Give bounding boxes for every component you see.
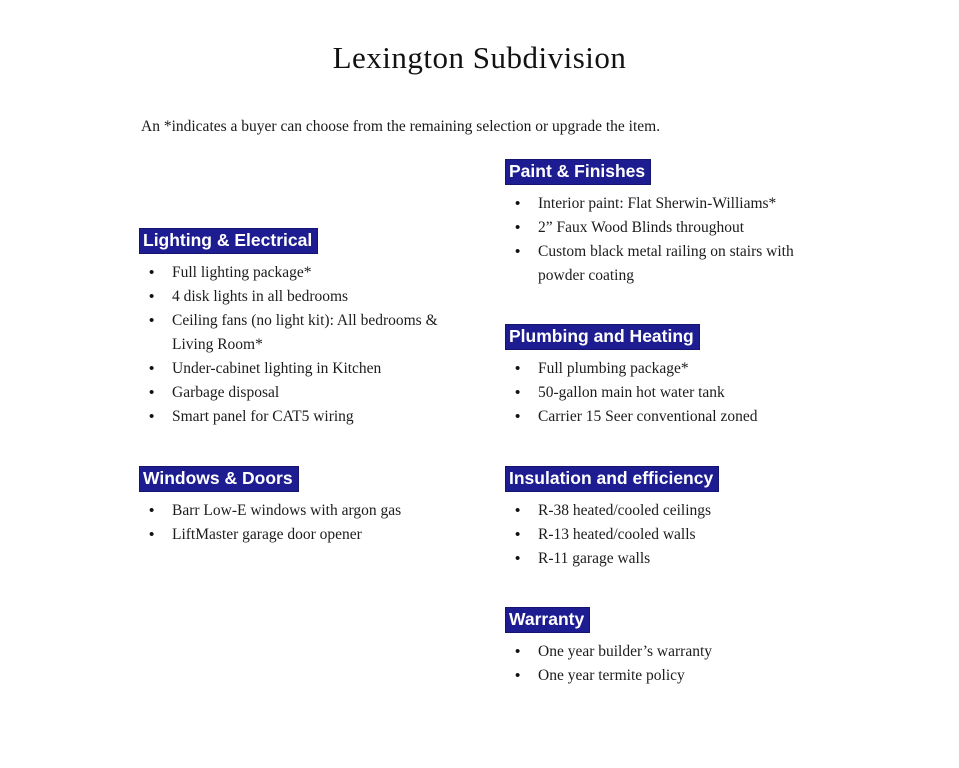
section-header-insulation-efficiency: Insulation and efficiency — [505, 466, 719, 492]
section-plumbing-heating — [505, 324, 827, 429]
section-insulation-efficiency — [505, 466, 827, 571]
bullet-item: • Barr Low-E windows with argon gas — [139, 499, 449, 523]
bullet-list-windows-doors — [139, 499, 449, 547]
bullet-item: • One year builder’s warranty — [505, 640, 827, 664]
bullet-item: • R-11 garage walls — [505, 547, 827, 571]
bullet-item: • Custom black metal railing on stairs with powder coating — [505, 240, 827, 288]
bullet-item: • Full plumbing package* — [505, 357, 827, 381]
bullet-item: • LiftMaster garage door opener — [139, 523, 449, 547]
bullet-item: • 4 disk lights in all bedrooms — [139, 285, 449, 309]
page-title: Lexington Subdivision — [332, 39, 627, 75]
section-windows-doors — [139, 466, 449, 547]
section-header-paint-finishes: Paint & Finishes — [505, 159, 651, 185]
section-warranty — [505, 607, 827, 688]
bullet-list-plumbing-heating — [505, 357, 827, 429]
bullet-list-insulation-efficiency — [505, 499, 827, 571]
bullet-item: • 50-gallon main hot water tank — [505, 381, 827, 405]
bullet-item: • Under-cabinet lighting in Kitchen — [139, 357, 449, 381]
section-header-warranty: Warranty — [505, 607, 590, 633]
bullet-list-lighting-electrical — [139, 261, 449, 429]
section-header-plumbing-heating: Plumbing and Heating — [505, 324, 700, 350]
bullet-list-warranty — [505, 640, 827, 688]
bullet-item: • R-13 heated/cooled walls — [505, 523, 827, 547]
bullet-item: • One year termite policy — [505, 664, 827, 688]
bullet-item: • Full lighting package* — [139, 261, 449, 285]
bullet-list-paint-finishes — [505, 192, 827, 288]
section-lighting-electrical — [139, 228, 449, 429]
bullet-item: • Carrier 15 Seer conventional zoned — [505, 405, 827, 429]
bullet-item: • Ceiling fans (no light kit): All bedrooms & Living Room* — [139, 309, 449, 357]
section-header-windows-doors: Windows & Doors — [139, 466, 299, 492]
bullet-item: • 2” Faux Wood Blinds throughout — [505, 216, 827, 240]
bullet-item: • Interior paint: Flat Sherwin-Williams* — [505, 192, 827, 216]
bullet-item: • Garbage disposal — [139, 381, 449, 405]
bullet-item: • R-38 heated/cooled ceilings — [505, 499, 827, 523]
section-paint-finishes — [505, 159, 827, 288]
intro-note: An *indicates a buyer can choose from the remaining selection or upgrade the item. — [141, 117, 661, 135]
section-header-lighting-electrical: Lighting & Electrical — [139, 228, 318, 254]
bullet-item: • Smart panel for CAT5 wiring — [139, 405, 449, 429]
